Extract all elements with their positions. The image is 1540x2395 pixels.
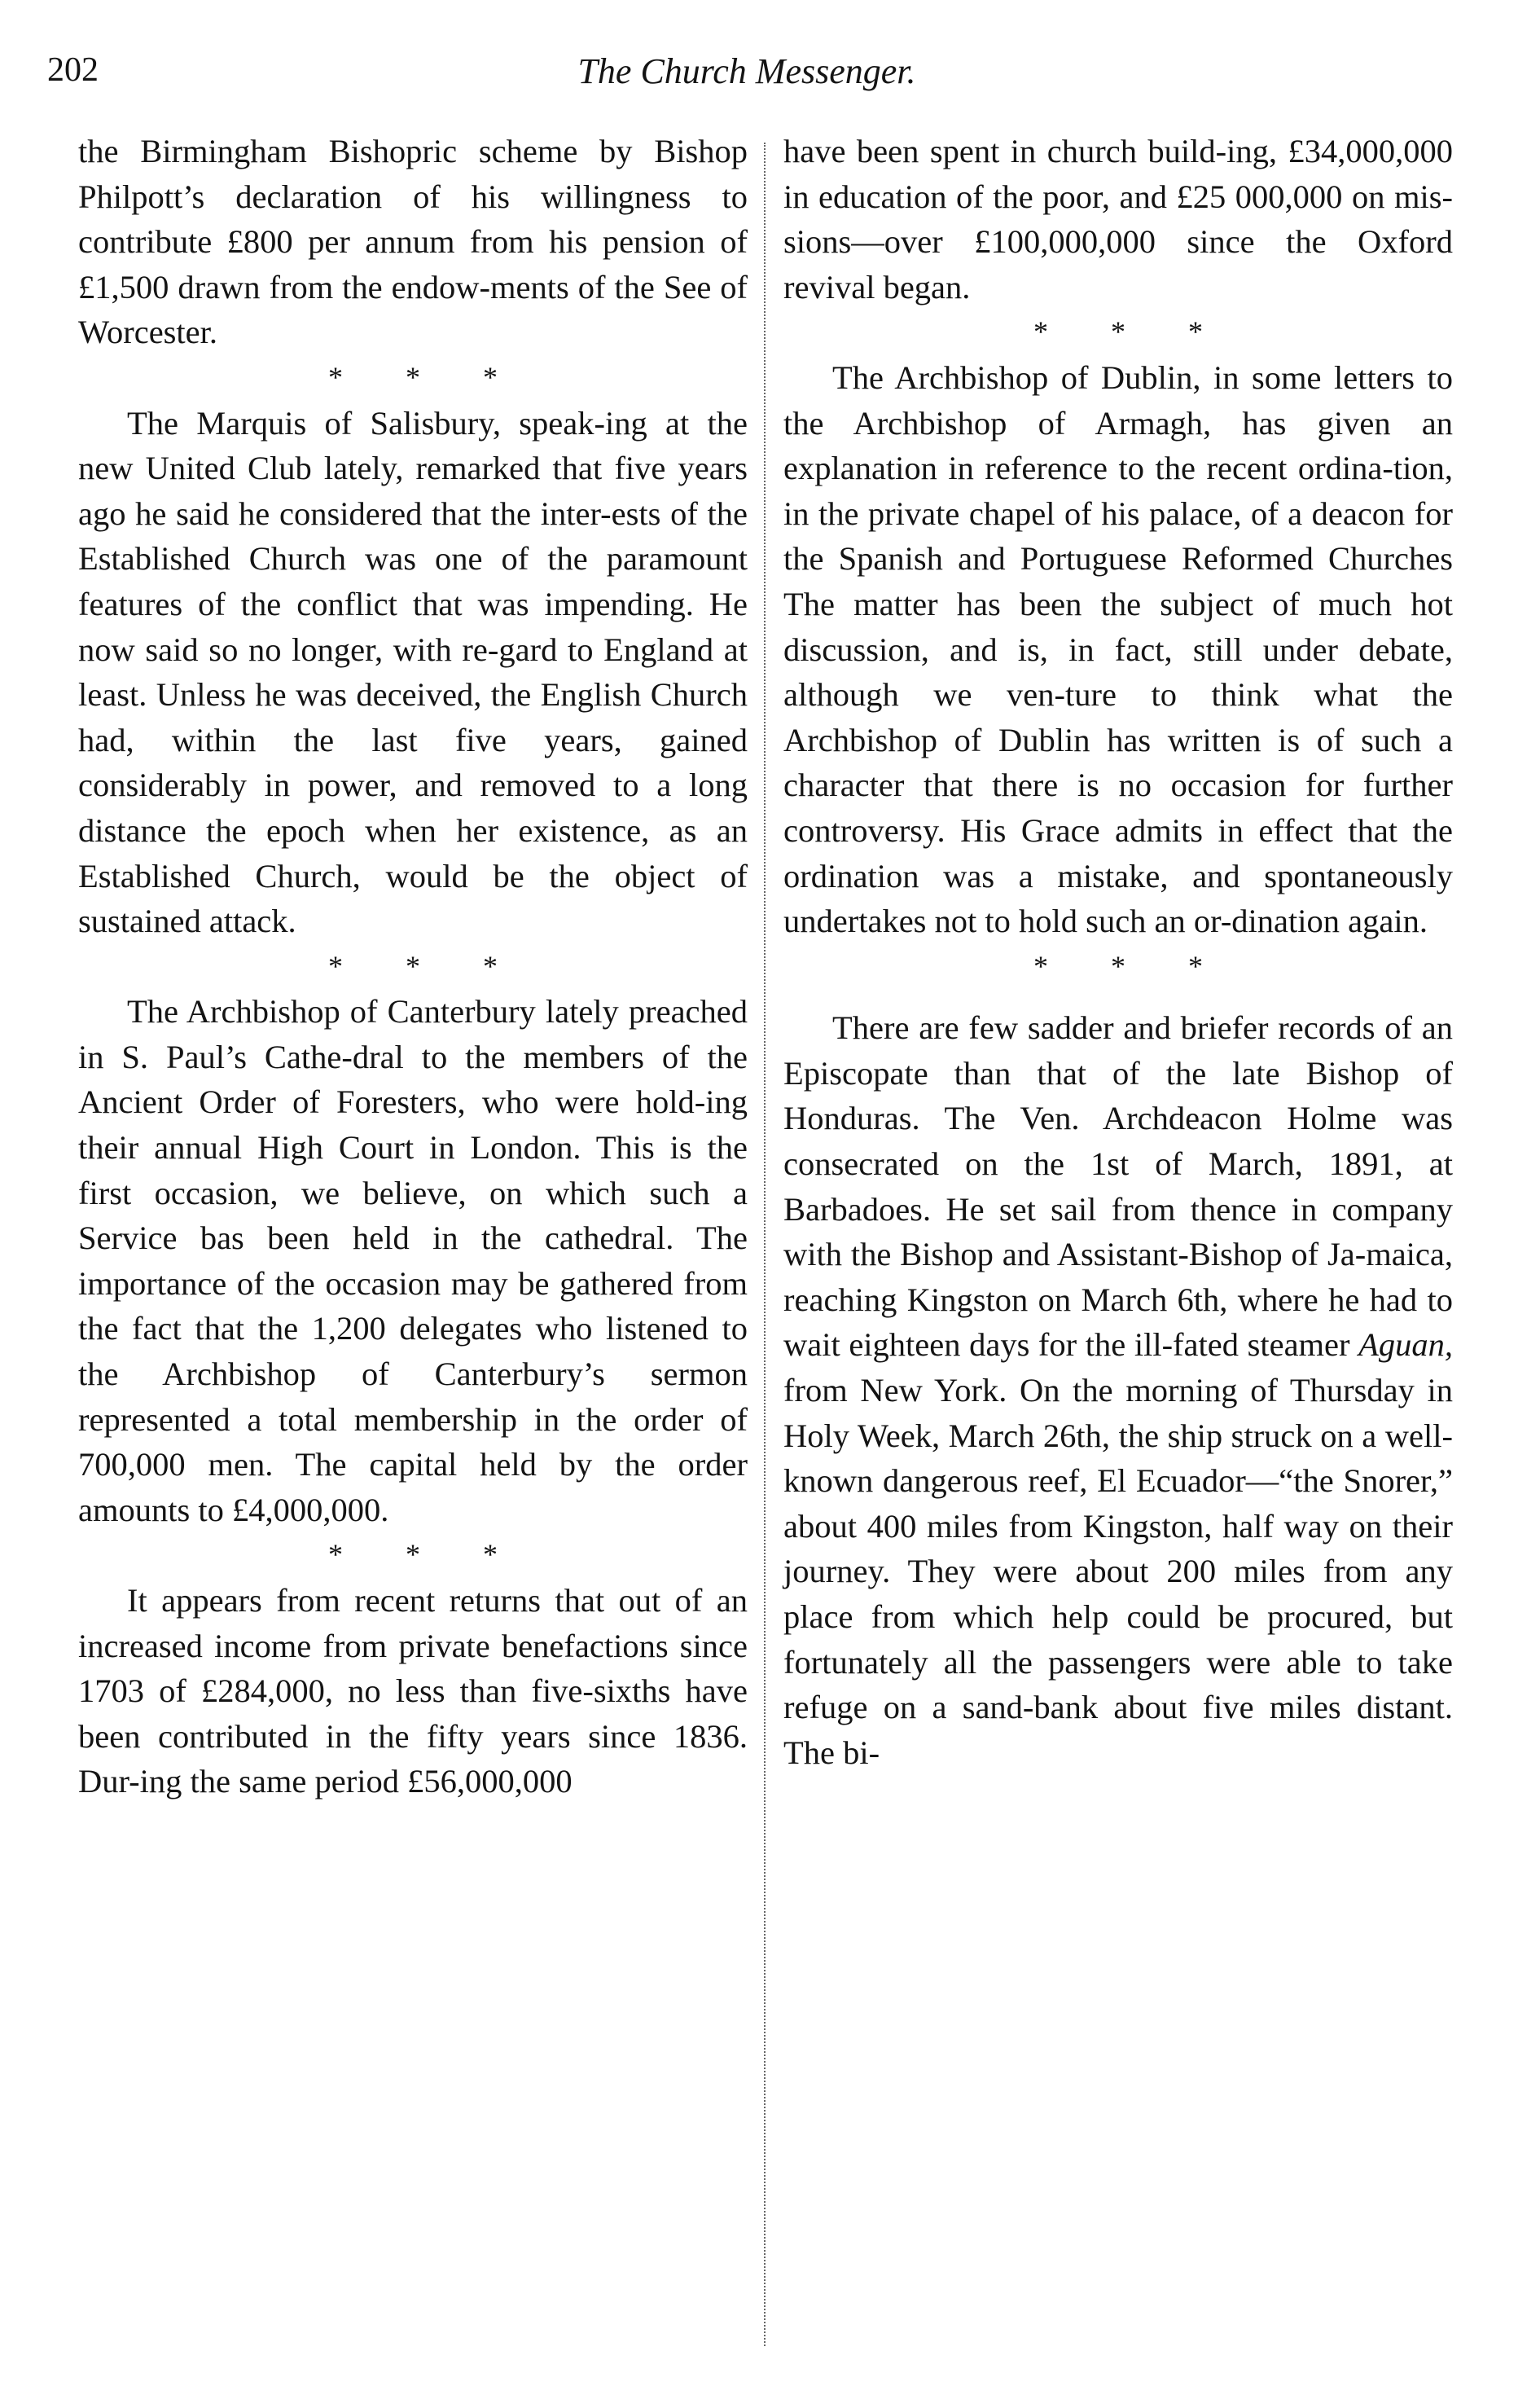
- spacer: [783, 989, 1453, 1005]
- right-column: [783, 129, 1453, 1775]
- page-header: [47, 51, 1446, 99]
- section-separator: * * *: [328, 360, 525, 393]
- ship-name: Aguan,: [1358, 1326, 1453, 1364]
- section-separator: * * *: [1033, 949, 1231, 982]
- paragraph-birmingham-bishopric: the Birmingham Bishopric scheme by Bishop Philpott’s declaration of his willingness to contribute £800 per annum from his pension of £1,500 drawn from the endow-ments of the See of Worcester.: [78, 133, 748, 351]
- running-title: The Church Messenger.: [577, 51, 916, 91]
- paragraph-archbishop-of-dublin: The Archbishop of Dublin, in some letters to the Archbishop of Armagh, has given an explanation in reference to the recent ordina-tion, in the private chapel of his palace, of a deacon for the Spanish and Portuguese Reformed Churches The matter has been the subject of much hot discussion, and is, in fact, still under debate, although we ven-ture to think what the Archbishop of Dublin has written is of such a character that there is no occasion for further controversy. His Grace admits in effect that the ordination was a mistake, and spontaneously undertakes not to hold such an or-dination again.: [783, 358, 1453, 940]
- page-number: 202: [47, 51, 99, 89]
- section-separator: * * *: [1033, 315, 1231, 349]
- column-divider: [764, 143, 766, 2346]
- paragraph-bishop-of-honduras: [783, 1005, 1453, 1775]
- paragraph-text: from New York. On the morning of Thursday in Holy Week, March 26th, the ship struck on a well-known dangerous reef, El Ecuador—“the Snorer,” about 400 miles from Kingston, half way on their journey. They were about 200 miles from any place from which help could be procured, but fortunately all the passengers were able to take refuge on a sand-bank about five miles distant. The bi-: [783, 1372, 1453, 1771]
- left-column: [78, 129, 748, 1804]
- section-separator: * * *: [328, 949, 525, 982]
- paragraph-text: There are few sadder and briefer records of an Episcopate than that of the late Bishop of Honduras. The Ven. Archdeacon Holme was consecrated on the 1st of March, 1891, at Barbadoes. He set sail from thence in company with the Bishop and Assistant-Bishop of Ja-maica, reaching Kingston on March 6th, where he had to wait eighteen days for the ill-fated steamer: [783, 1009, 1453, 1364]
- paragraph-church-spending-continued: have been spent in church build-ing, £34,000,000 in education of the poor, and £25 000,000 on mis-sions—over £100,000,000 since the Oxford revival began.: [783, 133, 1453, 305]
- paragraph-archbishop-of-canterbury: The Archbishop of Canterbury lately preached in S. Paul’s Cathe-dral to the members of the Ancient Order of Foresters, who were hold-ing their annual High Court in London. This is the first occasion, we believe, on which such a Service bas been held in the cathedral. The importance of the occasion may be gathered from the fact that the 1,200 delegates who listened to the Archbishop of Canterbury’s sermon represented a total membership in the order of 700,000 men. The capital held by the order amounts to £4,000,000.: [78, 993, 748, 1528]
- section-separator: * * *: [328, 1538, 525, 1571]
- paragraph-marquis-of-salisbury: The Marquis of Salisbury, speak-ing at the new United Club lately, remarked that five years ago he said he considered that the inter-ests of the Established Church was one of the paramount features of the conflict that was impending. He now said so no longer, with re-gard to England at least. Unless he was deceived, the English Church had, within the last five years, gained considerably in power, and removed to a long distance the epoch when her existence, as an Established Church, would be the object of sustained attack.: [78, 404, 748, 940]
- paragraph-benefactions-returns: It appears from recent returns that out of an increased income from private benefactions since 1703 of £284,000, no less than five-sixths have been contributed in the fifty years since 1836. Dur-ing the same period £56,000,000: [78, 1582, 748, 1800]
